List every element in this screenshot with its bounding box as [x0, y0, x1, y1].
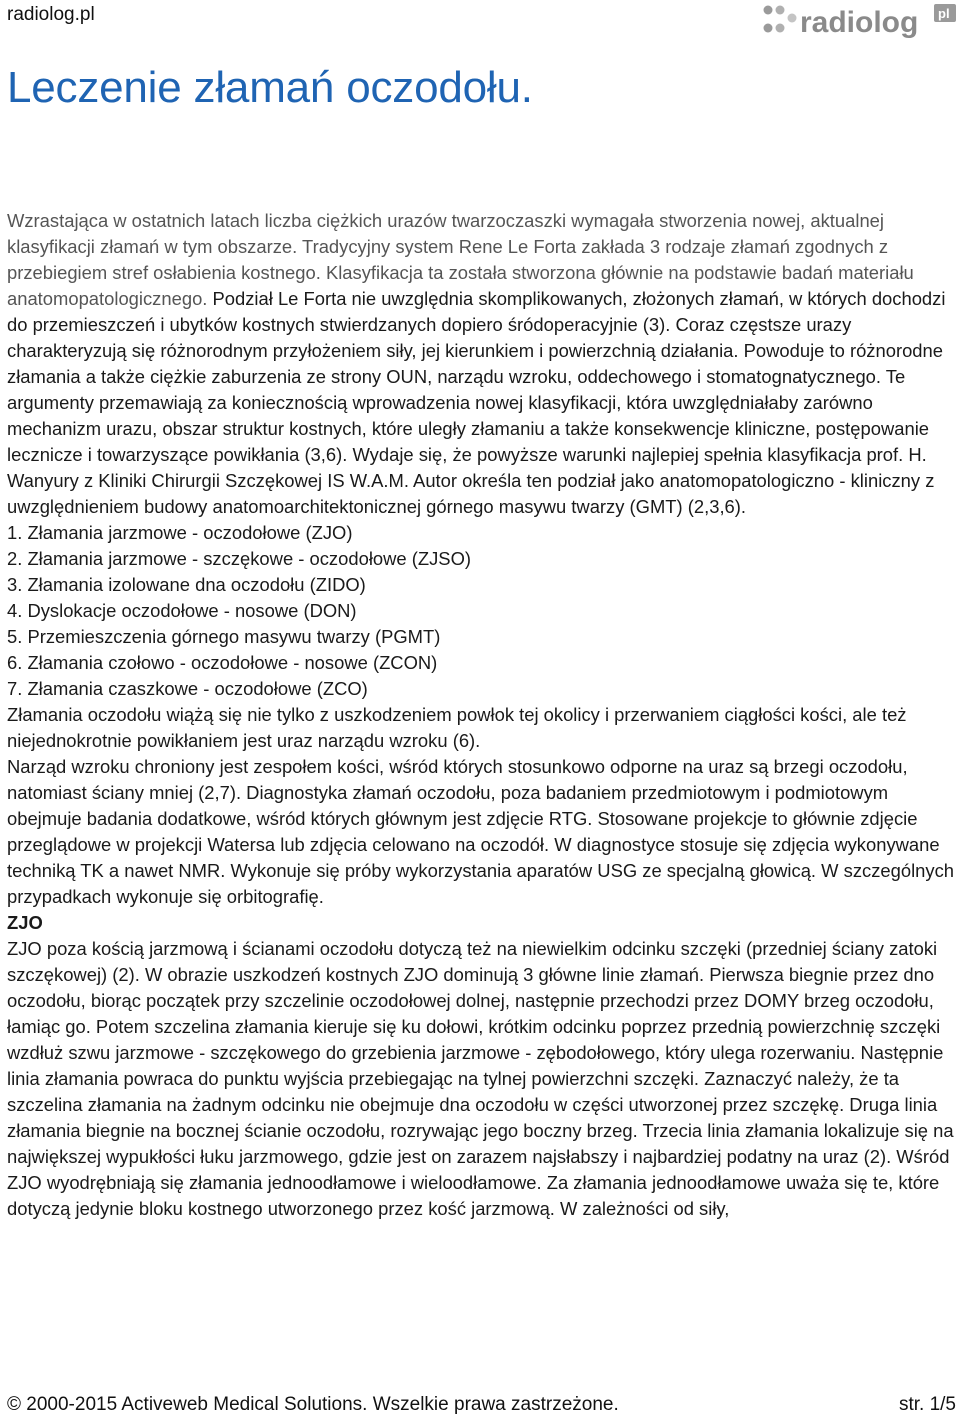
logo-badge: pl [938, 6, 950, 21]
zjo-paragraph: ZJO poza kością jarzmową i ścianami oczodołu dotyczą też na niewielkim odcinku szczęki (przedniej ściany zatoki szczękowej) (2). W obrazie uszkodzeń kostnych ZJO dominują 3 główne linie złamań. Pierwsza biegnie przez dno oczodołu, biorąc początek przy szczelinie oczodołowej dolnej, następnie przechodzi przez DOMY brzeg oczodołu, łamiąc go. Potem szczelina złamania kieruje się ku dołowi, krótkim odcinku poprzez przednią powierzchnię szczęki wzdłuż szwu jarzmowe - szczękowego do grzebienia jarzmowe - zębodołowego, który ulega rozerwaniu. Następnie linia złamania powraca do punktu wyjścia przebiegając na tylnej powierzchni szczęki. Zaznaczyć należy, że ta szczelina złamania na żadnym odcinku nie obejmuje dna oczodołu w części utworzonej przez szczękę. Druga linia złamania biegnie na bocznej ścianie oczodołu, rozrywając jego boczny brzeg. Trzecia linia złamania lokalizuje się na największej wypukłości łuku jarzmowego, gdzie jest on zarazem najsłabszy i najbardziej podatny na uraz (2). Wśród ZJO wyodrębniają się złamania jednoodłamowe i wieloodłamowe. Za złamania jednoodłamowe uważa się te, które dotyczą jedynie bloku kostnego utworzonego przez kość jarzmową. W zależności od siły, [7, 938, 954, 1219]
list-item: 1. Złamania jarzmowe - oczodołowe (ZJO) [7, 522, 353, 543]
article-body [7, 208, 957, 1222]
list-item: 2. Złamania jarzmowe - szczękowe - oczodołowe (ZJSO) [7, 548, 471, 569]
footer-copyright: © 2000-2015 Activeweb Medical Solutions. Wszelkie prawa zastrzeżone. [7, 1394, 619, 1415]
section-heading-zjo: ZJO [7, 912, 43, 933]
intro-lead: Wzrastająca w ostatnich latach liczba ciężkich urazów twarzoczaszki wymagała stworzenia nowej, aktualnej klasyfikacji złamań w tym obszarze. Tradycyjny system Rene Le Forta zakłada 3 rodzaje złamań zgodnych z przebiegiem stref osłabienia kostnego. Klasyfikacja ta została stworzona głównie na podstawie badań materiału anatomopatologicznego. [7, 210, 914, 309]
intro-rest: Podział Le Forta nie uwzględnia skomplikowanych, złożonych złamań, w których dochodzi do przemieszczeń i ubytków kostnych stwierdzanych dopiero śródoperacyjnie (3). Coraz częstsze urazy charakteryzują się różnorodnym przyłożeniem siły, jej kierunkiem i powierzchnią działania. Powoduje to różnorodne złamania a także ciężkie zaburzenia ze strony OUN, narządu wzroku, oddechowego i stomatognatycznego. Te argumenty przemawiają za koniecznością wprowadzenia nowej klasyfikacji, która uwzględniałaby zarówno mechanizm urazu, obszar struktur kostnych, które uległy złamaniu a także konsekwencje kliniczne, postępowanie lecznicze i towarzyszące powikłania (3,6). Wydaje się, że powyższe warunki najlepiej spełnia klasyfikacja prof. H. Wanyury z Kliniki Chirurgii Szczękowej IS W.A.M. Autor określa ten podział jako anatomopatologiczno - kliniczny z uwzględnieniem budowy anatomoarchitektonicznej górnego masywu twarzy (GMT) (2,3,6). [7, 288, 946, 517]
page-footer [7, 1394, 956, 1416]
diagnostics-paragraph: Narząd wzroku chroniony jest zespołem kości, wśród których stosunkowo odporne na uraz są brzegi oczodołu, natomiast ściany mniej (2,7). Diagnostyka złamań oczodołu, poza badaniem przedmiotowym i podmiotowym obejmuje badania dodatkowe, wśród których głównym jest zdjęcie RTG. Stosowane projekcje to głównie zdjęcie przeglądowe w projekcji Watersa lub zdjęcia celowano na oczodół. W diagnostyce stosuje się zdjęcia wykonywane techniką TK a nawet NMR. Wykonuje się próby wykorzystania aparatów USG ze specjalną głowicą. W szczególnych przypadkach wykonuje się orbitografię. [7, 756, 955, 907]
list-item: 6. Złamania czołowo - oczodołowe - nosowe (ZCON) [7, 652, 438, 673]
page-title: Leczenie złamań oczodołu. [7, 63, 533, 112]
classification-list [7, 520, 957, 702]
complications-paragraph: Złamania oczodołu wiążą się nie tylko z uszkodzeniem powłok tej okolicy i przerwaniem ciągłości kości, ale też niejednokrotnie powikłaniem jest uraz narządu wzroku (6). [7, 704, 907, 751]
list-item: 4. Dyslokacje oczodołowe - nosowe (DON) [7, 600, 357, 621]
list-item: 3. Złamania izolowane dna oczodołu (ZIDO) [7, 574, 366, 595]
site-name[interactable]: radiolog.pl [7, 4, 95, 25]
radiolog-logo-graphic [760, 0, 960, 44]
page-number: str. 1/5 [898, 1394, 956, 1415]
list-item: 5. Przemieszczenia górnego masywu twarzy (PGMT) [7, 626, 441, 647]
radiolog-logo[interactable] [760, 0, 960, 44]
intro-paragraph [7, 208, 957, 520]
logo-wordmark: radiolog [800, 6, 919, 39]
list-item: 7. Złamania czaszkowe - oczodołowe (ZCO) [7, 678, 368, 699]
